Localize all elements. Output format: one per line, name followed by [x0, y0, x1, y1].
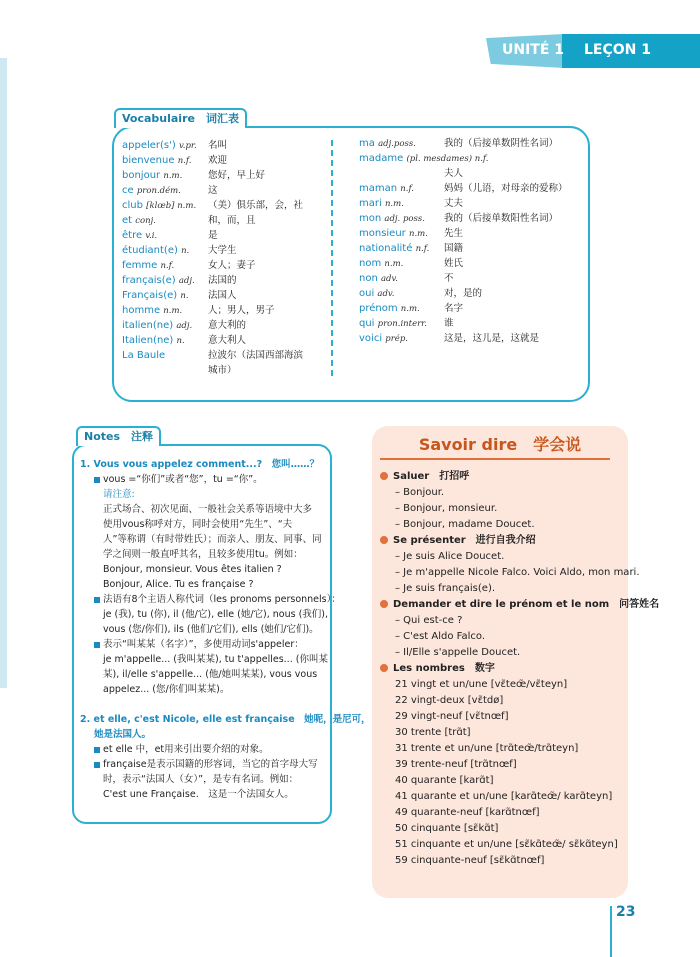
vocab-entry [122, 169, 266, 183]
bullet-icon [94, 597, 100, 603]
savoir-heading [380, 661, 495, 676]
vocab-pos: adj.poss. [378, 139, 416, 149]
vocab-entry [122, 214, 256, 228]
savoir-text: – C'est Aldo Falco. [395, 631, 485, 642]
note-line [103, 607, 328, 622]
note-text: 时，表示“法国人（女）”，是专有名词。例如： [103, 774, 299, 785]
note-text: 学之间则一般直呼其名，且较多使用tu。例如： [103, 549, 303, 560]
note-text: vous =“你们”或者“您”，tu =“你”。 [103, 474, 263, 485]
note-text: Bonjour, Alice. Tu es française ? [103, 579, 254, 590]
savoir-line [395, 709, 508, 724]
vocab-meaning: 谁 [444, 318, 454, 329]
vocab-entry [122, 139, 228, 153]
vocab-entry [359, 332, 540, 346]
savoir-text: – Je suis Alice Doucet. [395, 551, 505, 562]
note-line [94, 637, 304, 652]
note-text: 某), il/elle s'appelle... (他/她叫某某), vous vous [103, 669, 318, 680]
savoir-line [395, 485, 444, 500]
vocab-entry [359, 212, 559, 226]
vocab-word: être [122, 230, 143, 241]
vocab-entry [359, 287, 483, 301]
savoir-line [395, 517, 535, 532]
vocab-meaning: 城市） [208, 365, 237, 376]
note-text: je m'appelle... (我叫某某), tu t'appelles... (你叫某 [103, 654, 328, 665]
savoir-text: – Il/Elle s'appelle Doucet. [395, 647, 521, 658]
vocab-word: La Baule [122, 350, 166, 361]
bullet-icon [94, 477, 100, 483]
savoir-text: 39 trente-neuf [trɑ̃tnœf] [395, 759, 517, 770]
vocab-meaning: 妈妈（儿语，对母亲的爱称） [444, 183, 568, 194]
note-text: 法语有8个主语人称代词（les pronoms personnels）： [103, 594, 341, 605]
savoir-line [395, 821, 498, 836]
vocab-word: ma [359, 138, 375, 149]
vocab-meaning: 对，是的 [444, 288, 483, 299]
vocab-entry [359, 137, 559, 151]
vocab-meaning: 大学生 [208, 245, 237, 256]
vocab-pos: v.pr. [178, 141, 197, 151]
note-line [103, 577, 254, 592]
savoir-text: 51 cinquante et un/une [sɛ̃kɑ̃teœ̃/ sɛ̃kɑ̃teyn] [395, 839, 618, 850]
vocab-word: homme [122, 305, 161, 316]
vocab-pos: n.m. [400, 304, 420, 314]
vocab-word: mari [359, 198, 382, 209]
vocab-word: qui [359, 318, 375, 329]
savoir-text: 40 quarante [karɑ̃t] [395, 775, 494, 786]
savoir-text: Se présenter 进行自我介绍 [393, 535, 536, 546]
note-line [94, 742, 269, 757]
savoir-text: 50 cinquante [sɛ̃kɑ̃t] [395, 823, 499, 834]
note-line [103, 622, 319, 637]
vocab-word: étudiant(e) [122, 245, 178, 256]
vocab-pos: n.f. [415, 244, 430, 254]
vocab-entry [359, 152, 488, 166]
left-margin-strip [0, 58, 7, 688]
bullet-icon [94, 762, 100, 768]
vocab-meaning: 这 [208, 185, 218, 196]
vocab-word: français(e) [122, 275, 176, 286]
bullet-icon [94, 747, 100, 753]
note-text: 表示“叫某某（名字）”，多使用动词s'appeler： [103, 639, 304, 650]
note-line [103, 502, 312, 517]
savoir-line [395, 805, 540, 820]
vocab-pos: n. [180, 291, 189, 301]
vocab-word: appeler(s') [122, 140, 176, 151]
vocab-meaning: 法国的 [208, 275, 237, 286]
vocab-meaning: 我的（后接单数阳性名词） [444, 213, 559, 224]
vocab-entry [359, 197, 464, 211]
vocab-word: et [122, 215, 133, 226]
note-line [80, 457, 319, 472]
note-line [103, 667, 317, 682]
vocab-meaning: 我的（后接单数阴性名词） [444, 138, 559, 149]
note-text: C'est une Française. 这是一个法国女人。 [103, 789, 294, 800]
vocab-word: italien(ne) [122, 320, 174, 331]
vocab-entry [359, 242, 464, 256]
vocab-meaning: 意大利人 [208, 335, 247, 346]
vocab-meaning: 拉波尔（法国西部海滨 [208, 350, 304, 361]
vocab-pos: adj. [178, 276, 195, 286]
vocab-meaning: 名叫 [208, 140, 228, 151]
vocab-meaning: 女人；妻子 [208, 260, 256, 271]
vocab-meaning: 先生 [444, 228, 464, 239]
note-line [103, 652, 328, 667]
note-line [94, 472, 263, 487]
savoir-line [395, 677, 567, 692]
vocab-meaning: 您好，早上好 [208, 170, 266, 181]
savoir-text: – Bonjour. [395, 487, 445, 498]
savoir-text: 49 quarante-neuf [karɑ̃tnœf] [395, 807, 540, 818]
note-text: 1. Vous vous appelez comment...? 您叫……？ [80, 459, 320, 470]
vocab-word: bienvenue [122, 155, 175, 166]
savoir-line [395, 565, 640, 580]
note-text: 她是法国人。 [94, 729, 152, 740]
vocab-meaning: 夫人 [444, 168, 464, 179]
savoir-line [395, 501, 497, 516]
savoir-line [395, 757, 517, 772]
vocab-pos: n.m. [408, 229, 428, 239]
orange-dot-icon [380, 536, 388, 544]
vocab-pos: pron.dém. [136, 186, 181, 196]
savoir-line [395, 629, 485, 644]
vocab-entry [122, 334, 247, 348]
vocab-word: club [122, 200, 143, 211]
orange-dot-icon [380, 600, 388, 608]
vocab-word: femme [122, 260, 158, 271]
savoir-heading [380, 469, 469, 484]
vocab-pos: (pl. mesdames) n.f. [406, 154, 489, 164]
vocab-pos: adv. [380, 274, 398, 284]
vocab-word: monsieur [359, 228, 406, 239]
vocab-meaning: 不 [444, 273, 454, 284]
vocab-word: ce [122, 185, 134, 196]
orange-dot-icon [380, 472, 388, 480]
vocab-entry [122, 154, 228, 168]
vocab-meaning: 姓氏 [444, 258, 464, 269]
vocab-pos: n.m. [163, 171, 183, 181]
vocab-entry [359, 302, 464, 316]
savoir-text: 21 vingt et un/une [vɛ̃teœ̃/vɛ̃teyn] [395, 679, 568, 690]
vocab-pos: adv. [377, 289, 395, 299]
vocab-word: Français(e) [122, 290, 178, 301]
note-text: française是表示国籍的形容词，当它的首字母大写 [103, 759, 318, 770]
note-text: 请注意: [103, 489, 135, 500]
note-line [94, 757, 318, 772]
savoir-text: – Bonjour, monsieur. [395, 503, 498, 514]
note-line [103, 487, 135, 502]
savoir-line [395, 725, 471, 740]
savoir-text: 30 trente [trɑ̃t] [395, 727, 471, 738]
savoir-dire-rule [380, 458, 610, 460]
note-line [103, 532, 322, 547]
vocab-pos: pron.interr. [377, 319, 427, 329]
savoir-text: – Je m'appelle Nicole Falco. Voici Aldo, mon mari. [395, 567, 640, 578]
vocab-word: mon [359, 213, 382, 224]
savoir-line [395, 549, 504, 564]
vocab-entry [122, 244, 237, 258]
vocab-meaning: 名字 [444, 303, 464, 314]
savoir-text: 31 trente et un/une [trɑ̃teœ̃/trɑ̃teyn] [395, 743, 579, 754]
vocab-pos: n. [181, 246, 190, 256]
note-line [103, 772, 298, 787]
vocab-word: oui [359, 288, 375, 299]
savoir-line [395, 613, 462, 628]
savoir-text: – Qui est-ce ? [395, 615, 463, 626]
savoir-heading [380, 533, 536, 548]
note-text: 正式场合、初次见面、一般社会关系等语境中大多 [103, 504, 313, 515]
savoir-line [395, 741, 578, 756]
savoir-line [395, 773, 493, 788]
savoir-text: 22 vingt-deux [vɛ̃tdø] [395, 695, 504, 706]
vocab-meaning: 国籍 [444, 243, 464, 254]
vocab-entry [122, 274, 237, 288]
savoir-line [395, 853, 544, 868]
savoir-text: 41 quarante et un/une [karɑ̃teœ̃/ karɑ̃teyn] [395, 791, 613, 802]
vocab-pos: n.m. [163, 306, 183, 316]
page-number: 23 [616, 904, 636, 920]
vocab-word: voici [359, 333, 383, 344]
vocab-entry [122, 319, 247, 333]
note-line [103, 547, 303, 562]
savoir-text: 59 cinquante-neuf [sɛ̃kɑ̃tnœf] [395, 855, 545, 866]
vocab-pos: n.f. [177, 156, 192, 166]
savoir-dire-title: Savoir dire 学会说 [418, 435, 582, 454]
vocab-meaning: 意大利的 [208, 320, 247, 331]
note-line [80, 712, 371, 727]
vocab-pos: n.m. [384, 259, 404, 269]
vocab-pos: n. [176, 336, 185, 346]
vocab-meaning: 丈夫 [444, 198, 464, 209]
vocab-entry [122, 304, 275, 318]
vocab-entry [122, 199, 304, 213]
note-line [94, 727, 151, 742]
vocab-entry [359, 227, 464, 241]
vocab-meaning: 和，而，且 [208, 215, 256, 226]
vocab-meaning: 法国人 [208, 290, 237, 301]
note-line [94, 592, 341, 607]
vocab-meaning: 欢迎 [208, 155, 228, 166]
note-line [103, 787, 294, 802]
savoir-line [395, 837, 618, 852]
vocab-entry [122, 184, 218, 198]
vocab-pos: [klœb] n.m. [146, 201, 197, 211]
vocab-pos: adj. poss. [384, 214, 425, 224]
vocab-meaning: （美）俱乐部，会，社 [208, 200, 304, 211]
note-text: je (我), tu (你), il (他/它), elle (她/它), nous (我们), [103, 609, 329, 620]
orange-dot-icon [380, 664, 388, 672]
lesson-header [486, 34, 700, 68]
savoir-heading [380, 597, 659, 612]
vocabulary-divider [331, 140, 333, 376]
savoir-text: Saluer 打招呼 [393, 471, 470, 482]
vocab-word: maman [359, 183, 398, 194]
note-line [103, 682, 229, 697]
note-text: vous (您/你们), ils (他们/它们), ells (她们/它们)。 [103, 624, 319, 635]
savoir-text: Demander et dire le prénom et le nom 问答姓名 [393, 599, 660, 610]
vocab-word: prénom [359, 303, 398, 314]
savoir-text: Les nombres 数字 [393, 663, 495, 674]
vocab-meaning: 人；男人，男子 [208, 305, 275, 316]
vocab-entry [359, 272, 454, 286]
note-line [103, 562, 282, 577]
note-line [103, 517, 292, 532]
vocabulary-title: Vocabulaire 词汇表 [114, 108, 247, 128]
vocab-entry [122, 289, 237, 303]
vocab-entry [359, 317, 454, 331]
vocab-pos: adj. [176, 321, 193, 331]
bullet-icon [94, 642, 100, 648]
savoir-line [395, 645, 520, 660]
vocab-pos: v.i. [145, 231, 158, 241]
vocab-meaning: 这是，这儿是，这就是 [444, 333, 540, 344]
vocab-pos: prép. [385, 334, 408, 344]
vocab-word: nationalité [359, 243, 413, 254]
vocab-entry [122, 349, 304, 363]
note-text: appelez... (您/你们叫某某)。 [103, 684, 230, 695]
vocab-pos: n.f. [160, 261, 175, 271]
vocab-entry [122, 229, 218, 243]
note-text: 人”等称谓（有时带姓氏）；而亲人、朋友、同事、同 [103, 534, 322, 545]
note-text: Bonjour, monsieur. Vous êtes italien ? [103, 564, 282, 575]
vocab-word: madame [359, 153, 404, 164]
vocab-entry [359, 182, 568, 196]
note-text: 使用vous称呼对方，同时会使用“先生”、“夫 [103, 519, 293, 530]
vocab-pos: conj. [135, 216, 156, 226]
vocab-pos: n.f. [400, 184, 414, 194]
note-text: 2. et elle, c'est Nicole, elle est française 她呢，是尼可， [80, 714, 371, 725]
note-text: et elle 中，et用来引出要介绍的对象。 [103, 744, 269, 755]
savoir-text: – Je suis français(e). [395, 583, 496, 594]
notes-title: Notes 注释 [76, 426, 161, 446]
savoir-text: – Bonjour, madame Doucet. [395, 519, 535, 530]
savoir-text: 29 vingt-neuf [vɛ̃tnœf] [395, 711, 509, 722]
vocab-entry [359, 257, 464, 271]
vocab-meaning: 是 [208, 230, 218, 241]
vocab-word: bonjour [122, 170, 161, 181]
vocab-word: non [359, 273, 378, 284]
savoir-line [395, 693, 503, 708]
savoir-line [395, 789, 612, 804]
vocab-entry [122, 259, 256, 273]
vocab-word: Italien(ne) [122, 335, 174, 346]
vocab-pos: n.m. [384, 199, 404, 209]
vocab-word: nom [359, 258, 382, 269]
unit-label: UNITÉ 1 [502, 42, 565, 58]
page-number-bar [610, 906, 612, 957]
lecon-label: LEÇON 1 [584, 42, 651, 58]
savoir-line [395, 581, 495, 596]
